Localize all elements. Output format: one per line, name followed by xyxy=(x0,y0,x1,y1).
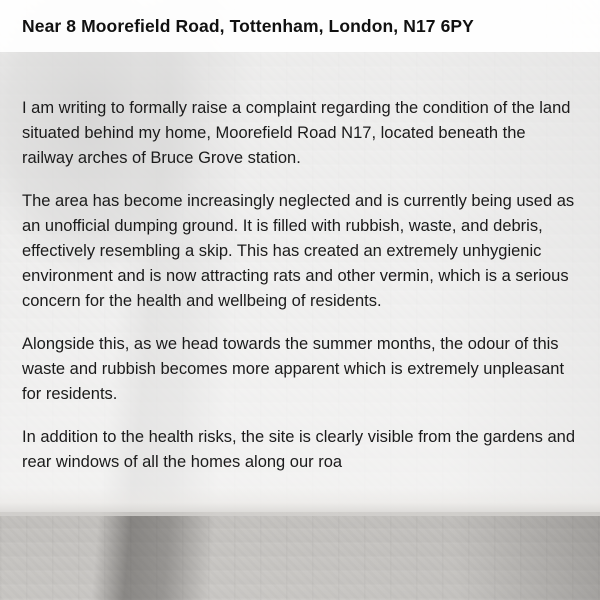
complaint-body xyxy=(22,96,578,512)
paragraph: Alongside this, as we head towards the summer months, the odour of this waste and rubbish becomes more apparent which is extremely unpleasant for residents. xyxy=(22,335,565,403)
title-bar xyxy=(0,0,600,52)
page-title: Near 8 Moorefield Road, Tottenham, London, N17 6PY xyxy=(22,15,474,36)
paragraph: In addition to the health risks, the site is clearly visible from the gardens and rear windows of all the homes along our roa xyxy=(22,428,576,471)
paragraph: I am writing to formally raise a complaint regarding the condition of the land situated behind my home, Moorefield Road N17, located beneath the railway arches of Bruce Grove station. xyxy=(22,99,571,167)
paragraph: The area has become increasingly neglected and is currently being used as an unofficial dumping ground. It is filled with rubbish, waste, and debris, effectively resembling a skip. This has created an extremely unhygienic environment and is now attracting rats and other vermin, which is a serious concern for the health and wellbeing of residents. xyxy=(22,192,575,310)
